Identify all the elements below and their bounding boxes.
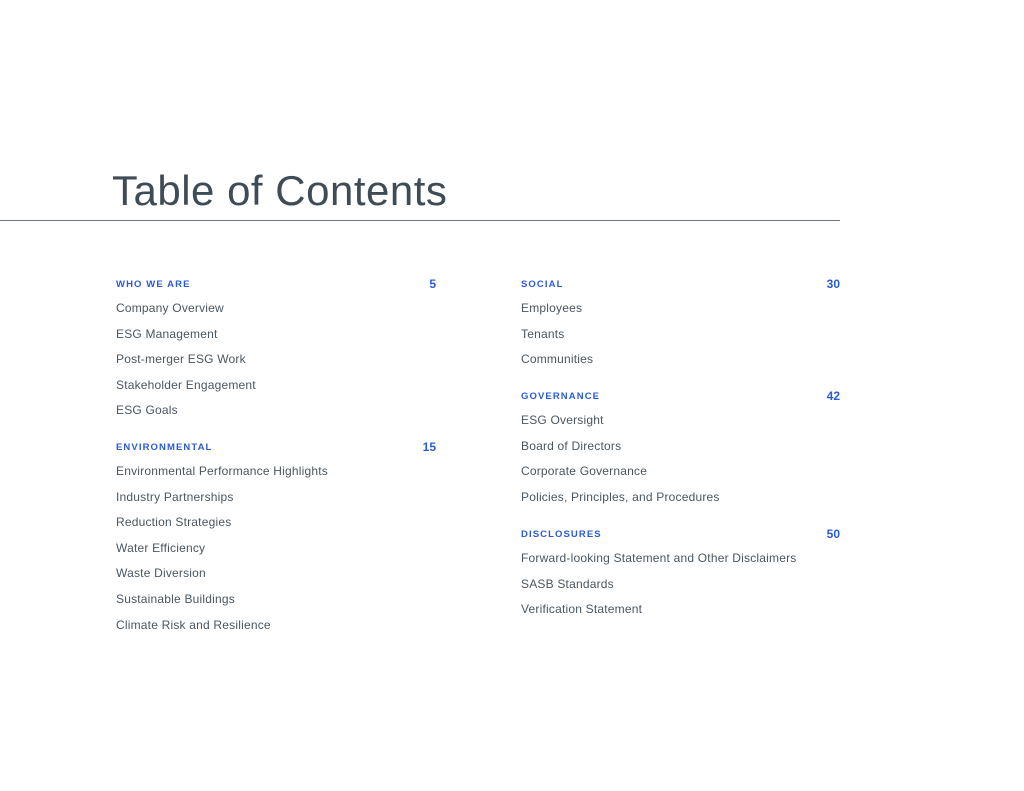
section-page-number[interactable]: 42 bbox=[826, 389, 840, 403]
section-title[interactable]: GOVERNANCE bbox=[521, 391, 601, 402]
section-page-number[interactable]: 5 bbox=[429, 277, 436, 291]
toc-item-esg-management[interactable]: ESG Management bbox=[116, 326, 218, 341]
toc-item-reduction-strategies[interactable]: Reduction Strategies bbox=[116, 515, 232, 530]
section-items bbox=[116, 300, 436, 428]
section-items bbox=[521, 300, 840, 377]
toc-item-water-efficiency[interactable]: Water Efficiency bbox=[116, 540, 206, 555]
section-page-number[interactable]: 30 bbox=[826, 277, 840, 291]
section-social bbox=[521, 278, 840, 377]
toc-item-tenants[interactable]: Tenants bbox=[521, 326, 565, 341]
section-header[interactable] bbox=[521, 390, 840, 412]
section-title[interactable]: WHO WE ARE bbox=[116, 279, 191, 290]
section-title[interactable]: ENVIRONMENTAL bbox=[116, 442, 213, 453]
section-items bbox=[116, 463, 436, 642]
toc-item-esg-oversight[interactable]: ESG Oversight bbox=[521, 413, 604, 427]
toc-item-policies-principles-procedures[interactable]: Policies, Principles, and Procedures bbox=[521, 489, 720, 504]
toc-item-employees[interactable]: Employees bbox=[521, 301, 583, 315]
section-header[interactable] bbox=[521, 278, 840, 300]
toc-item-communities[interactable]: Communities bbox=[521, 352, 594, 367]
section-header[interactable] bbox=[521, 528, 840, 550]
page-title: Table of Contents bbox=[112, 167, 448, 214]
toc-item-sasb-standards[interactable]: SASB Standards bbox=[521, 576, 614, 591]
toc-item-corporate-governance[interactable]: Corporate Governance bbox=[521, 464, 648, 479]
toc-item-verification-statement[interactable]: Verification Statement bbox=[521, 602, 643, 617]
toc-item-industry-partnerships[interactable]: Industry Partnerships bbox=[116, 489, 234, 504]
section-environmental bbox=[116, 441, 436, 642]
toc-item-company-overview[interactable]: Company Overview bbox=[116, 301, 224, 315]
section-title[interactable]: SOCIAL bbox=[521, 279, 564, 290]
toc-item-climate-risk-and-resilience[interactable]: Climate Risk and Resilience bbox=[116, 617, 271, 632]
toc-item-sustainable-buildings[interactable]: Sustainable Buildings bbox=[116, 591, 235, 606]
toc-item-board-of-directors[interactable]: Board of Directors bbox=[521, 438, 622, 453]
toc-item-post-merger-esg-work[interactable]: Post-merger ESG Work bbox=[116, 352, 246, 367]
toc-item-forward-looking-statement[interactable]: Forward-looking Statement and Other Disclaimers bbox=[521, 551, 797, 565]
section-header[interactable] bbox=[116, 278, 436, 300]
section-items bbox=[521, 412, 840, 514]
section-header[interactable] bbox=[116, 441, 436, 463]
section-page-number[interactable]: 50 bbox=[826, 527, 840, 541]
title-divider bbox=[0, 220, 840, 221]
toc-item-environmental-performance-highlights[interactable]: Environmental Performance Highlights bbox=[116, 464, 328, 478]
toc-item-esg-goals[interactable]: ESG Goals bbox=[116, 403, 178, 418]
section-governance bbox=[521, 390, 840, 514]
section-title[interactable]: DISCLOSURES bbox=[521, 529, 602, 540]
toc-item-waste-diversion[interactable]: Waste Diversion bbox=[116, 566, 206, 581]
section-disclosures bbox=[521, 528, 840, 627]
section-items bbox=[521, 550, 840, 627]
section-who-we-are bbox=[116, 278, 436, 428]
toc-item-stakeholder-engagement[interactable]: Stakeholder Engagement bbox=[116, 377, 256, 392]
section-page-number[interactable]: 15 bbox=[422, 440, 436, 454]
